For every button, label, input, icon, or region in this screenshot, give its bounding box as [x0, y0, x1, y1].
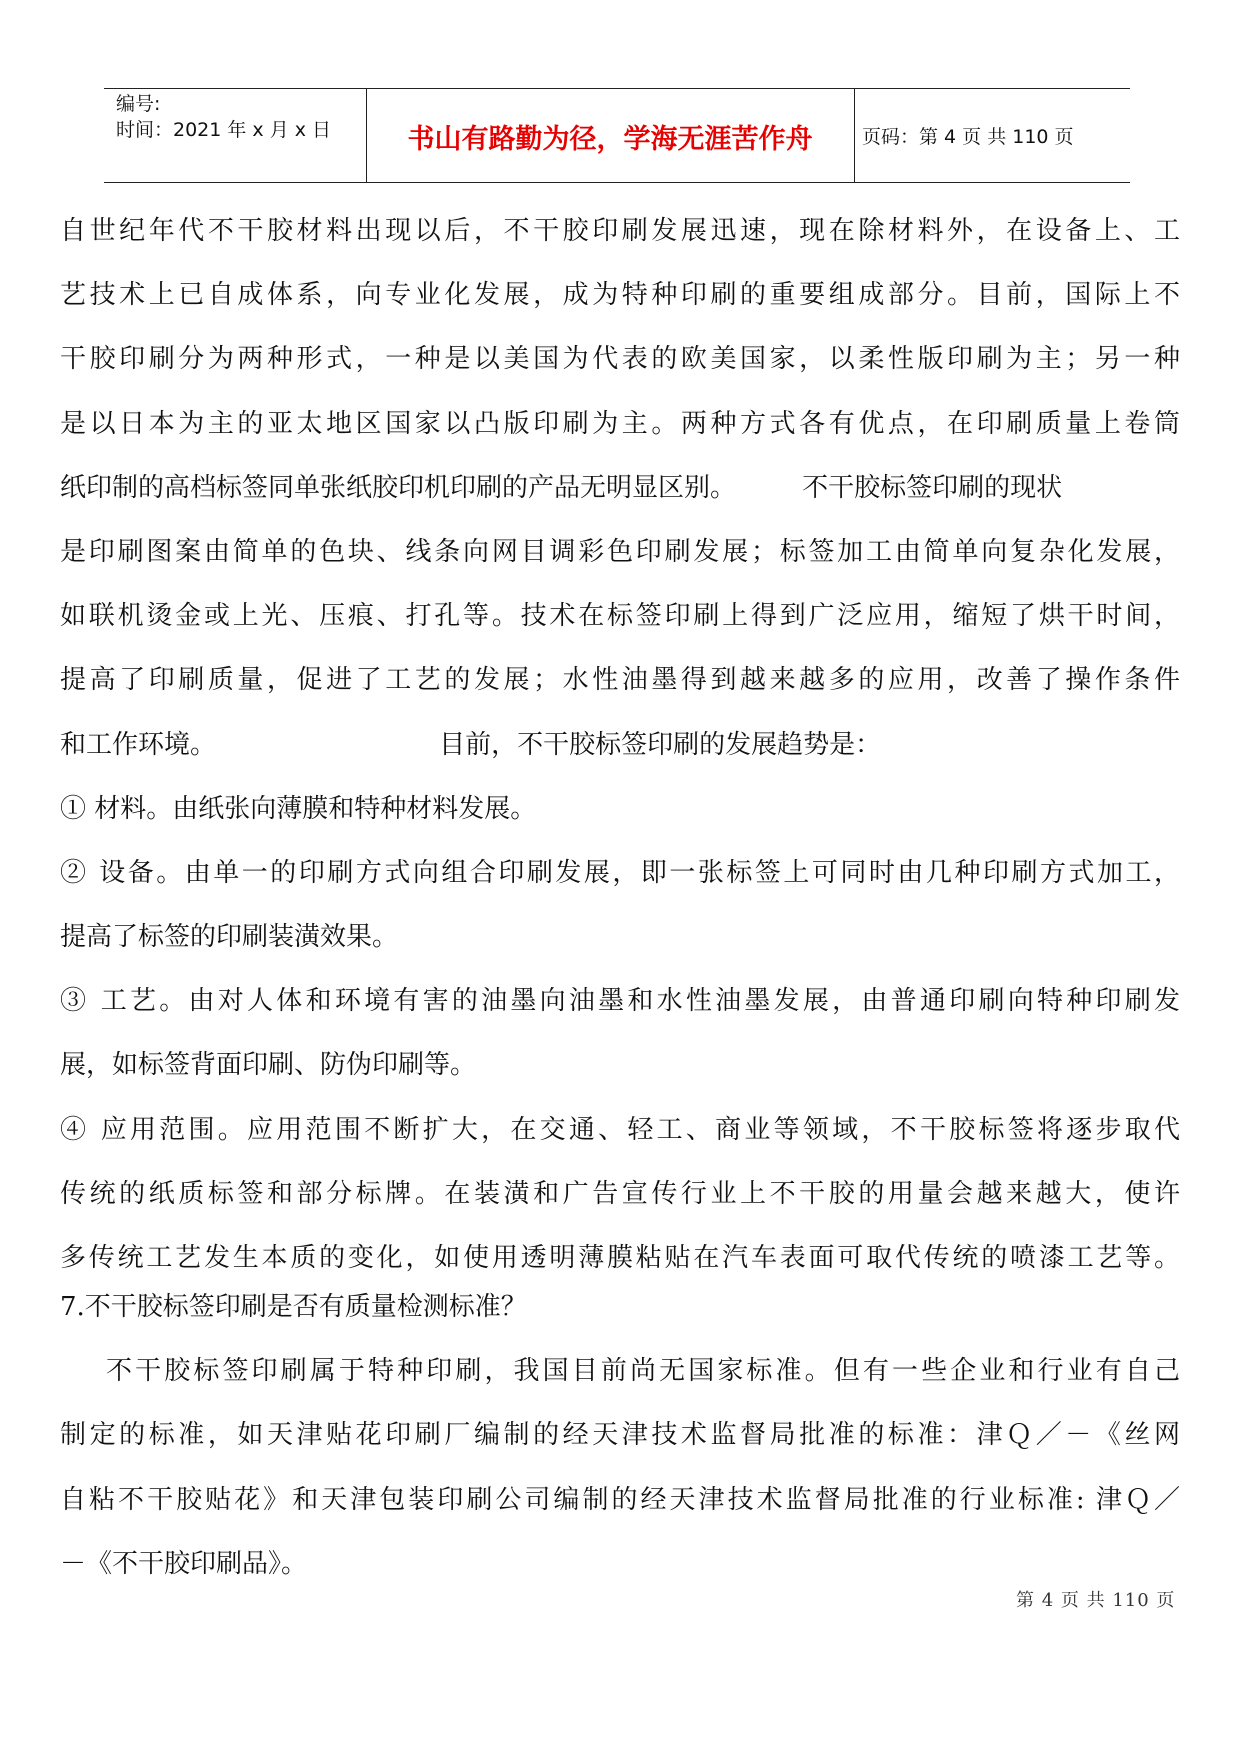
body-line: 自世纪年代不干胶材料出现以后，不干胶印刷发展迅速，现在除材料外，在设备上、工	[60, 216, 1180, 246]
list-item-application: ④ 应用范围。应用范围不断扩大，在交通、轻工、商业等领域，不干胶标签将逐步取代	[60, 1114, 1180, 1145]
body-line: 是以日本为主的亚太地区国家以凸版印刷为主。两种方式各有优点，在印刷质量上卷筒	[60, 408, 1180, 439]
document-number-label: 编号:	[116, 93, 161, 115]
header-motto: 书山有路勤为径，学海无涯苦作舟	[407, 124, 813, 155]
body-line: 是印刷图案由简单的色块、线条向网目调彩色印刷发展；标签加工由简单向复杂化发展，	[60, 536, 1180, 567]
body-line: 自粘不干胶贴花》和天津包装印刷公司编制的经天津技术监督局批准的行业标准: 津Ｑ／	[60, 1484, 1180, 1515]
body-line: 传统的纸质标签和部分标牌。在装潢和广告宣传行业上不干胶的用量会越来越大，使许	[60, 1178, 1180, 1209]
body-line: 和工作环境。 目前，不干胶标签印刷的发展趋势是：	[60, 729, 882, 760]
header-page-info: 页码：第 4 页 共 110 页	[862, 126, 1074, 148]
header-meta	[116, 91, 331, 143]
body-line: 艺技术上已自成体系，向专业化发展，成为特种印刷的重要组成部分。目前，国际上不	[60, 280, 1180, 311]
document-body	[60, 218, 1180, 1615]
document-time: 时间：2021 年 x 月 x 日	[116, 119, 332, 141]
body-line: 制定的标准，如天津贴花印刷厂编制的经天津技术监督局批准的标准：津Ｑ／－《丝网	[60, 1420, 1180, 1451]
section-heading: 7.不干胶标签印刷是否有质量检测标准？	[60, 1292, 527, 1322]
list-item-process: ③ 工艺。由对人体和环境有害的油墨向油墨和水性油墨发展，由普通印刷向特种印刷发	[60, 986, 1180, 1017]
body-line: －《不干胶印刷品》。	[60, 1548, 308, 1579]
page-header	[104, 88, 1130, 183]
list-item-equipment: ② 设备。由单一的印刷方式向组合印刷发展，即一张标签上可同时由几种印刷方式加工，	[60, 857, 1180, 888]
list-item-materials: ① 材料。由纸张向薄膜和特种材料发展。	[60, 793, 537, 824]
body-line: 干胶印刷分为两种形式，一种是以美国为代表的欧美国家，以柔性版印刷为主；另一种	[60, 344, 1180, 375]
body-line: 提高了印刷质量，促进了工艺的发展；水性油墨得到越来越多的应用，改善了操作条件	[60, 665, 1180, 696]
body-line: 纸印制的高档标签同单张纸胶印机印刷的产品无明显区别。 不干胶标签印刷的现状	[60, 472, 1063, 503]
header-divider	[854, 89, 855, 182]
body-line: 如联机烫金或上光、压痕、打孔等。技术在标签印刷上得到广泛应用，缩短了烘干时间，	[60, 601, 1180, 632]
footer-page-number: 第 4 页 共 110 页	[1016, 1590, 1176, 1611]
body-line: 提高了标签的印刷装潢效果。	[60, 922, 399, 953]
body-line: 不干胶标签印刷属于特种印刷，我国目前尚无国家标准。但有一些企业和行业有自己	[106, 1356, 1180, 1387]
body-line: 多传统工艺发生本质的变化，如使用透明薄膜粘贴在汽车表面可取代传统的喷漆工艺等。	[60, 1243, 1180, 1273]
body-line: 展，如标签背面印刷、防伪印刷等。	[60, 1050, 477, 1081]
